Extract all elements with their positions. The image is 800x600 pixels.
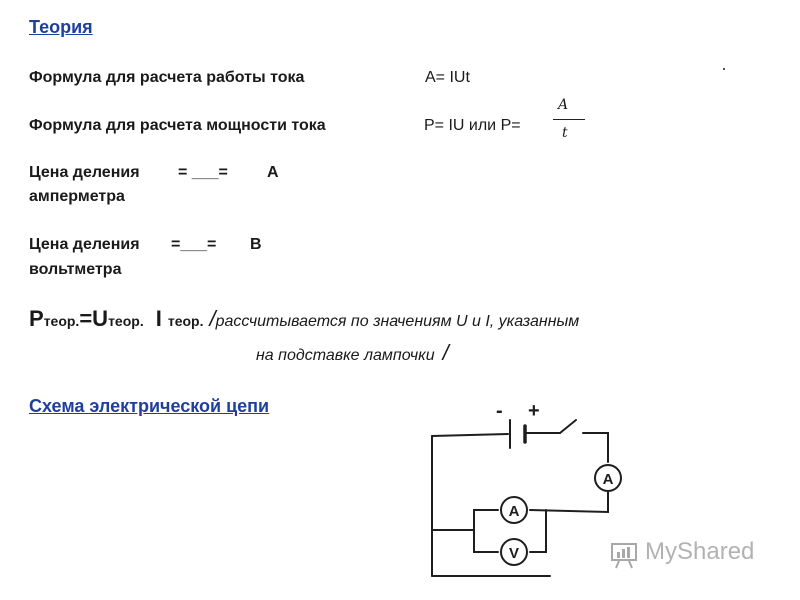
u-subscript: теор. xyxy=(108,313,144,329)
theory-heading[interactable]: Теория xyxy=(29,17,93,37)
work-formula-value: A= IUt xyxy=(425,69,470,86)
eq-u: =U xyxy=(79,306,109,331)
circuit-heading[interactable]: Схема электрической цепи xyxy=(29,396,270,416)
presentation-board-icon xyxy=(609,540,641,570)
top-right-wire xyxy=(583,433,608,462)
note-line2: на подставке лампочки xyxy=(256,347,435,364)
top-left-wire xyxy=(432,434,508,436)
note-line1: рассчитывается по значениям U и I, указанным xyxy=(215,313,580,330)
power-formula-value: P= IU или P= xyxy=(424,117,521,134)
work-formula-label: Формула для расчета работы тока xyxy=(29,69,305,86)
voltmeter-branch-left xyxy=(474,510,498,552)
slash-close: / xyxy=(442,340,449,365)
voltmeter-label: V xyxy=(508,545,520,562)
voltmeter-division-unit: В xyxy=(250,236,262,253)
ammeter-division-unit: А xyxy=(267,164,279,181)
battery-minus-label: - xyxy=(496,400,503,422)
voltmeter-division-line2: вольтметра xyxy=(29,261,122,278)
voltmeter-branch-right xyxy=(530,510,546,552)
fraction-numerator: A xyxy=(558,97,569,113)
ammeter-division-formula: = ___= xyxy=(178,164,228,181)
watermark-brand: MyShared xyxy=(645,538,755,565)
switch-blade xyxy=(560,420,576,433)
i-subscript: теор. xyxy=(167,313,204,329)
p-symbol: P xyxy=(29,306,44,331)
i-symbol: I xyxy=(155,306,162,331)
power-formula-label: Формула для расчета мощности тока xyxy=(29,117,326,134)
fraction-denominator: t xyxy=(562,125,568,141)
ammeter-division-label: Цена деления xyxy=(29,164,140,181)
voltmeter-division-label: Цена деления xyxy=(29,236,140,253)
watermark-logo xyxy=(609,538,784,570)
ammeter-middle-label: A xyxy=(508,503,520,520)
battery-plus-label: + xyxy=(528,400,540,422)
p-subscript: теор. xyxy=(43,313,80,329)
ammeter-division-line2: амперметра xyxy=(29,188,125,205)
voltmeter-division-formula: =___= xyxy=(171,236,217,253)
ammeter-right-label: A xyxy=(602,471,614,488)
right-lower-wire xyxy=(530,492,608,512)
slash-open: / xyxy=(209,306,216,331)
